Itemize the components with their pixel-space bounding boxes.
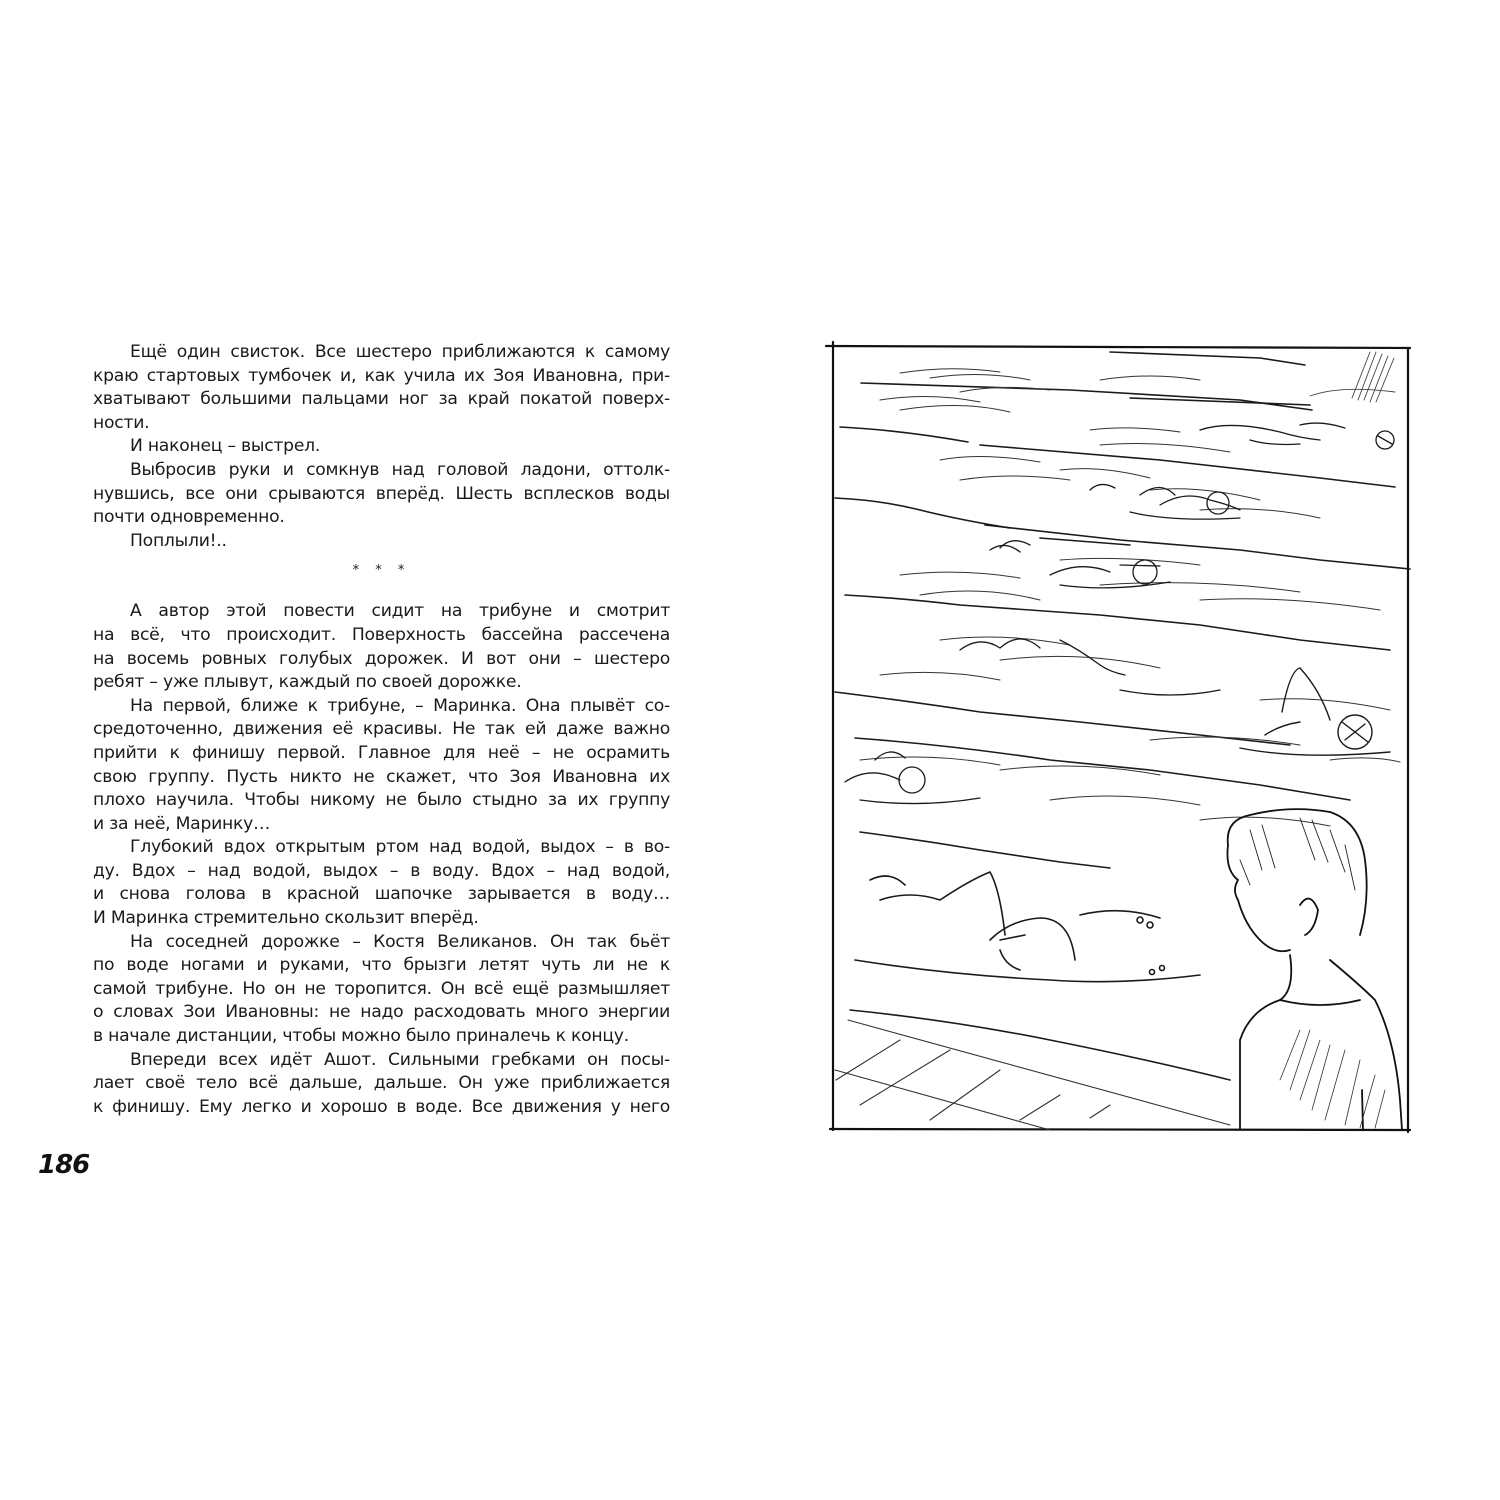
text-line: И Маринка стремительно скользит вперёд.: [93, 908, 479, 929]
text-column: [93, 341, 670, 1119]
text-line: почти одновременно.: [93, 507, 285, 528]
light-hatch: [1310, 352, 1395, 402]
paragraph-block-1: [93, 341, 670, 553]
text-line: Впереди всех идёт Ашот. Сильными гребками он посы-: [130, 1049, 670, 1070]
text-line: о словах Зои Ивановны: не надо расходовать много энергии: [93, 1002, 670, 1023]
section-separator: * * *: [352, 563, 411, 579]
boy-hair-hatch: [1240, 818, 1355, 890]
page-number: 186: [38, 1150, 90, 1180]
text-line: прийти к финишу первой. Главное для неё – не осрамить: [93, 742, 670, 763]
text-line: ности.: [93, 412, 150, 433]
text-line: Глубокий вдох открытым ртом над водой, выдох – в во-: [130, 837, 670, 858]
text-line: средоточенно, движения её красивы. Не так ей даже важно: [93, 719, 670, 740]
illustration-frame: [826, 342, 1410, 1132]
text-line: к финишу. Ему легко и хорошо в воде. Все движения у него: [93, 1096, 670, 1117]
swimmer-lane-3: [990, 541, 1170, 588]
text-line: На первой, ближе к трибуне, – Маринка. Она плывёт со-: [130, 695, 670, 716]
lane-lines: [835, 352, 1410, 868]
text-line: на восемь ровных голубых дорожек. И вот они – шестеро: [93, 648, 670, 669]
swimmer-lane-2: [1090, 484, 1240, 519]
text-line: На соседней дорожке – Костя Великанов. Он так бьёт: [130, 931, 670, 952]
illustration-swimming-pool: [820, 330, 1460, 1150]
swimmer-far: [1200, 423, 1394, 449]
text-line: самой трибуне. Но он не торопится. Он всё ещё размышляет: [93, 978, 670, 999]
text-line: Выбросив руки и сомкнув над головой ладони, оттолк-: [130, 459, 670, 480]
text-line: А автор этой повести сидит на трибуне и смотрит: [130, 601, 670, 622]
text-line: на всё, что происходит. Поверхность бассейна рассечена: [93, 624, 670, 645]
text-line: И наконец – выстрел.: [130, 436, 321, 457]
text-line: и снова голова в красной шапочке зарывается в воду…: [93, 884, 670, 905]
text-line: в начале дистанции, чтобы можно было приналечь к концу.: [93, 1026, 629, 1047]
text-line: хватывают большими пальцами ног за край покатой поверх-: [93, 389, 670, 410]
text-line: ребят – уже плывут, каждый по своей дорожке.: [93, 672, 522, 693]
paragraph-block-2: [93, 600, 670, 1119]
swimmer-lane-4-splash: [960, 639, 1220, 695]
swimmer-foreground: [850, 872, 1230, 1080]
text-line: краю стартовых тумбочек и, как учила их Зоя Ивановна, при-: [93, 365, 670, 386]
text-line: и за неё, Маринку…: [93, 813, 271, 834]
boy-shirt-hatch: [1280, 1030, 1385, 1128]
text-line: нувшись, все они срываются вперёд. Шесть всплесков воды: [93, 483, 670, 504]
boy-spectator: [1227, 809, 1402, 1130]
text-line: Поплыли!..: [130, 530, 227, 551]
text-line: плохо научила. Чтобы никому не было стыдно за их группу: [93, 790, 670, 811]
text-line: по воде ногами и руками, что брызги летят чуть ли не к: [93, 955, 670, 976]
text-line: свою группу. Пусть никто не скажет, что Зоя Ивановна их: [93, 766, 670, 787]
text-line: лает своё тело всё дальше, дальше. Он уже приближается: [93, 1073, 670, 1094]
text-line: Ещё один свисток. Все шестеро приближаются к самому: [130, 342, 670, 362]
pool-drawing: [820, 330, 1460, 1150]
text-line: ду. Вдох – над водой, выдох – в воду. Вдох – над водой,: [93, 860, 670, 881]
